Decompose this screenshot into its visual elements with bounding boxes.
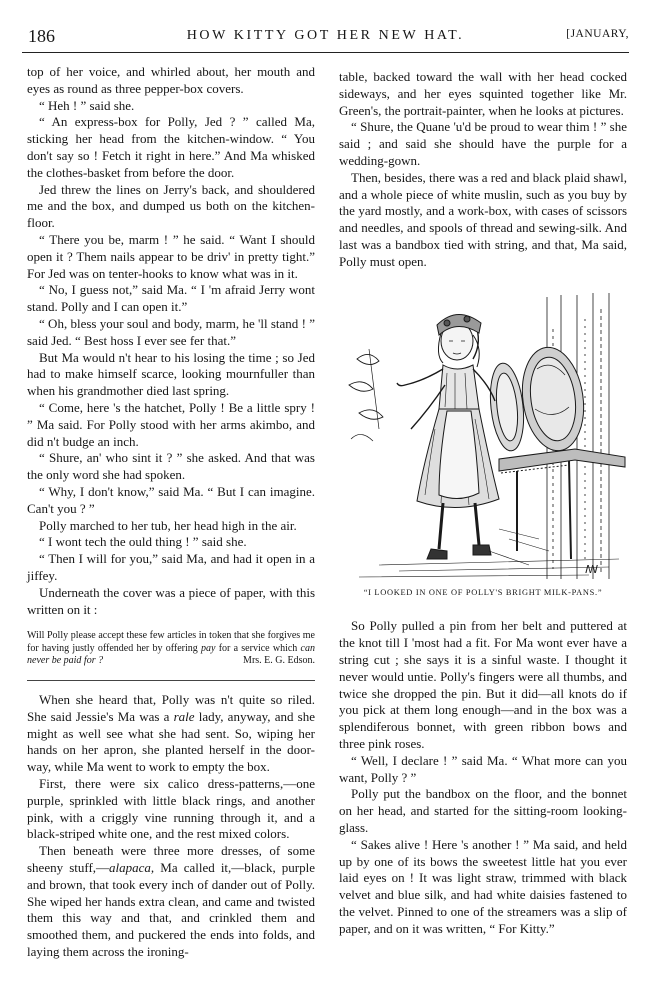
paragraph: “ I wont tech the ould thing ! ” said she. — [39, 534, 247, 550]
page-number: 186 — [28, 26, 55, 46]
paragraph — [27, 843, 315, 961]
paragraph: top of her voice, and whirled about, her mouth and eyes as round as three pepper-box covers. — [27, 64, 315, 96]
paragraph: Then, besides, there was a red and black plaid shawl, and a whole piece of white muslin, such as you buy by the yard mostly, and a work-box, with cases of scissors and needles, and spools of thread and sewing-silk. And last was a bandbox tied with string, and that, Ma said, Polly must open. — [339, 169, 627, 269]
paragraph: “ Shure, the Quane 'u'd be proud to wear thim ! ” she said ; and said she should have the purple for a wedding-gown. — [339, 119, 627, 168]
text-run: When she heard that, Polly was n't quite so riled. She said Jessie's Ma was a — [27, 692, 315, 724]
note-signature: Mrs. E. G. Edson. — [243, 655, 315, 667]
paragraph: “ Come, here 's the hatchet, Polly ! Be a little spry ! ” Ma said. For Polly stood with her arms akimbo, and did n't budge an inch. — [27, 399, 315, 449]
paragraph — [27, 692, 315, 776]
girl-figure — [397, 314, 499, 559]
italic-run: rale — [173, 708, 195, 724]
milk-pan-large — [516, 343, 590, 454]
paragraph: “ Well, I declare ! ” said Ma. “ What more can you want, Polly ? ” — [339, 752, 627, 785]
text-run: lady, anyway, and she might as well see what she had sent. So, wiping her hands on her apron, she planted herself in the door-way, while Ma went to work to empty the box. — [27, 708, 315, 775]
note-italic: can never be paid for ? — [27, 642, 315, 667]
illustration-caption: “I LOOKED IN ONE OF POLLY'S BRIGHT MILK-PANS.” — [363, 587, 603, 597]
note-text: Will Polly please accept these few articles in token that she forgives me for having justly offended her by offering — [27, 630, 315, 654]
paragraph: “ Oh, bless your soul and body, marm, he 'll stand ! ” said Jed. “ Best hoss I ever see fer that.” — [27, 315, 315, 348]
illustration — [339, 289, 627, 581]
paragraph: “ Why, I don't know,” said Ma. “ But I can imagine. Can't you ? ” — [27, 483, 315, 516]
paragraph: “ Sakes alive ! Here 's another ! ” Ma said, and held up by one of its bows the sweetest little hat you ever laid eyes on ! It was light straw, trimmed with black velvet and blue silk, and had white daisies fastened to the velvet. Pinned to one of the streamers was a slip of paper, and on it was written, “ For Kitty.” — [339, 836, 627, 936]
italic-run: alapaca, — [109, 860, 155, 876]
text-run: Ma called it,—black, purple and brown, that took every inch of dander out of Polly. She wiped her hands extra clean, and came and twisted them this way and that, and crinkled them and smoothed them, and puckered the ends into folds, and laying them across the ironing- — [27, 860, 315, 960]
shelf — [499, 449, 625, 559]
paragraph: “ Heh ! ” said she. — [39, 97, 135, 113]
left-column — [27, 64, 315, 961]
paragraph: Jed threw the lines on Jerry's back, and shouldered me and the box, and dumped us both on the kitchen-floor. — [27, 181, 315, 231]
paragraph: table, backed toward the wall with her head cocked sideways, and her eyes squinted together like Mr. Green's, the portrait-painter, when he looks at pictures. — [339, 69, 627, 118]
right-column — [339, 69, 627, 938]
paragraph: “ Shure, an' who sint it ? ” she asked. And that was the only word she had spoken. — [27, 450, 315, 483]
written-note — [27, 630, 315, 681]
paragraph: “ There you be, marm ! ” he said. “ Want I should open it ? Them nails appear to be driv' in pretty tight.” For Jed was on tenter-hooks to know what was in it. — [27, 231, 315, 281]
milk-pan-small — [486, 361, 527, 452]
running-title: HOW KITTY GOT HER NEW HAT. — [186, 28, 465, 43]
paragraph: But Ma would n't hear to his losing the time ; so Jed had to make himself scarce, looking mournfuller than when his grandmother died last spring. — [27, 349, 315, 399]
running-month: [JANUARY, — [566, 28, 629, 40]
paragraph: “ An express-box for Polly, Jed ? ” called Ma, sticking her head from the kitchen-window. “ You don't say so ! Fetch it right in here.” And Ma whisked the clothes-basket from before the door. — [27, 114, 315, 180]
artist-mark: ꟿ — [585, 563, 599, 576]
paragraph: “ No, I guess not,” said Ma. “ I 'm afraid Jerry wont stand. Polly and I can open it.” — [27, 282, 315, 315]
paragraph: So Polly pulled a pin from her belt and puttered at the knot till I 'most had a fit. For Ma wont ever have a string cut ; she says it is a sinful waste. I thought it never would untie. Polly's fingers were all thumbs, and twice she dropped the pin. But it did—all knots do if you pick at them long enough—and in the box was a splendiferous bonnet, with green ribbon bows and three pink roses. — [339, 618, 627, 751]
paragraph: Polly marched to her tub, her head high in the air. — [39, 517, 297, 533]
running-header — [22, 22, 629, 53]
text-run: Then beneath were three more dresses, of some sheeny stuff,— — [27, 843, 315, 876]
paragraph: Polly put the bandbox on the floor, and the bonnet on her head, and started for the sitting-room looking-glass. — [339, 786, 627, 835]
leaves — [349, 349, 383, 441]
paragraph: Underneath the cover was a piece of paper, with this written on it : — [27, 584, 315, 617]
girl-with-milk-pans-engraving — [339, 289, 627, 581]
note-italic: pay — [201, 642, 216, 654]
note-text: for a service which — [215, 642, 301, 654]
paragraph: “ Then I will for you,” said Ma, and had it open in a jiffey. — [27, 551, 315, 583]
paragraph: First, there were six calico dress-patterns,—one purple, sprinkled with little black rings, and another pink, with a criggly vine running through it, and a black-striped white one, and the rest mixed colors. — [27, 776, 315, 842]
